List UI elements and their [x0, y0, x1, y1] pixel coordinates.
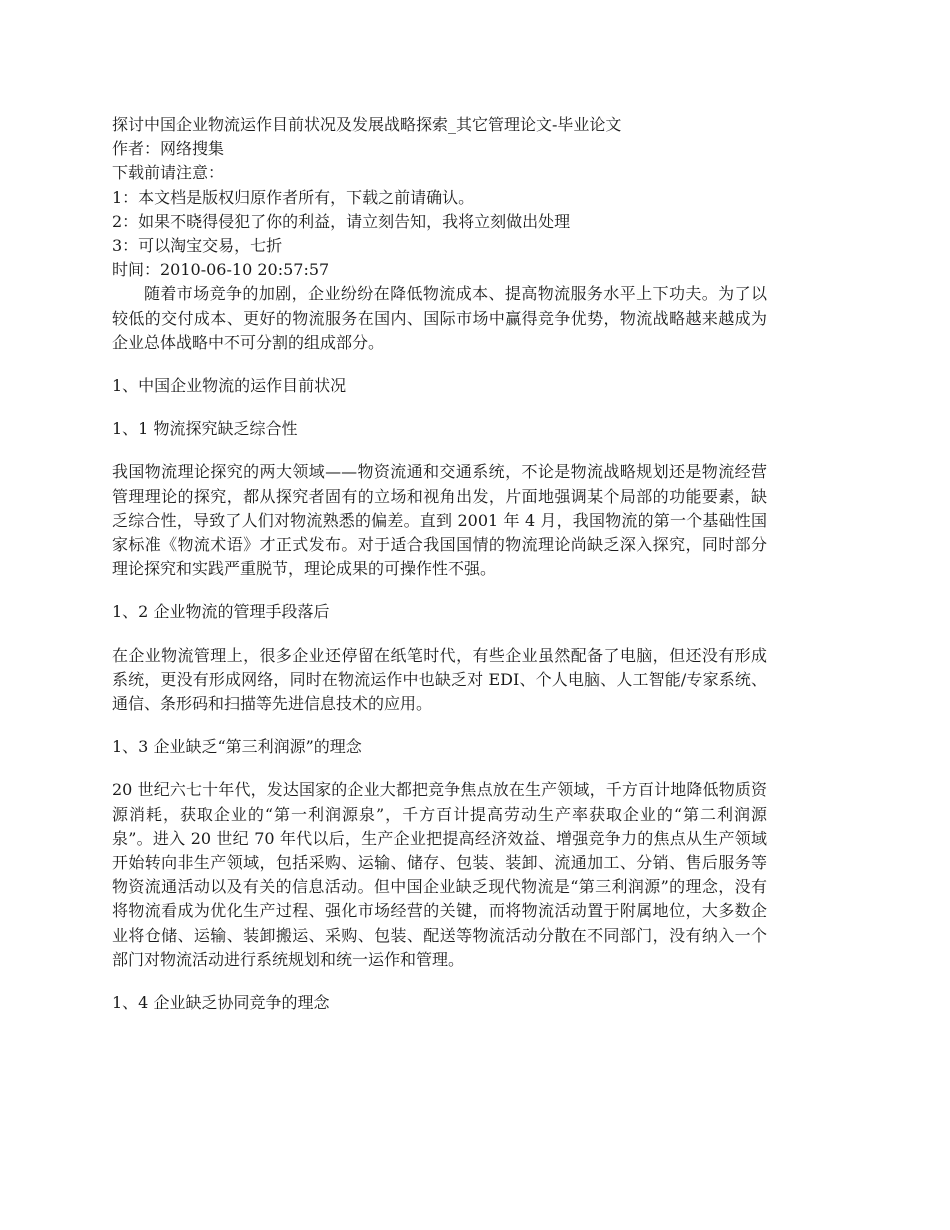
section-heading: 1、中国企业物流的运作目前状况 [112, 376, 347, 396]
subsection-heading: 1、3 企业缺乏“第三利润源”的理念 [112, 737, 362, 757]
author-line: 作者：网络搜集 [112, 139, 225, 159]
document-title: 探讨中国企业物流运作目前状况及发展战略探索_其它管理论文-毕业论文 [112, 115, 622, 134]
document-page [112, 113, 767, 1015]
notice-item: 3：可以淘宝交易，七折 [112, 236, 283, 256]
intro-paragraph: 随着市场竞争的加剧，企业纷纷在降低物流成本、提高物流服务水平上下功夫。为了以较低的交付成本、更好的物流服务在国内、国际市场中赢得竞争优势，物流战略越来越成为企业总体战略中不可分割的组成部分。 [112, 284, 767, 352]
notice-item: 1：本文档是版权归原作者所有，下载之前请确认。 [112, 187, 475, 207]
notice-item: 2：如果不晓得侵犯了你的利益，请立刻告知，我将立刻做出处理 [112, 211, 571, 231]
subsection-heading: 1、1 物流探究缺乏综合性 [112, 419, 298, 439]
body-paragraph: 在企业物流管理上，很多企业还停留在纸笔时代，有些企业虽然配备了电脑，但还没有形成系统，更没有形成网络，同时在物流运作中也缺乏对 EDI、个人电脑、人工智能/专家系统、通信、条形码和扫描等先进信息技术的应用。 [112, 645, 767, 714]
notice-heading: 下载前请注意： [112, 163, 225, 183]
body-paragraph: 20 世纪六七十年代，发达国家的企业大都把竞争焦点放在生产领域，千方百计地降低物质资源消耗，获取企业的“第一利润源泉”，千方百计提高劳动生产率获取企业的“第二利润源泉”。进入 20 世纪 70 年代以后，生产企业把提高经济效益、增强竞争力的焦点从生产领域开始转向非生产领域，包括采购、运输、储存、包装、装卸、流通加工、分销、售后服务等物资流通活动以及有关的信息活动。但中国企业缺乏现代物流是“第三利润源”的理念，没有将物流看成为优化生产过程、强化市场经营的关键，而将物流活动置于附属地位，大多数企业将仓储、运输、装卸搬运、采购、包装、配送等物流活动分散在不同部门，没有纳入一个部门对物流活动进行系统规划和统一运作和管理。 [112, 780, 767, 969]
subsection-heading: 1、4 企业缺乏协同竞争的理念 [112, 993, 330, 1013]
body-paragraph: 我国物流理论探究的两大领域——物资流通和交通系统，不论是物流战略规划还是物流经营管理理论的探究，都从探究者固有的立场和视角出发，片面地强调某个局部的功能要素，缺乏综合性，导致了人们对物流熟悉的偏差。直到 2001 年 4 月，我国物流的第一个基础性国家标准《物流术语》才正式发布。对于适合我国国情的物流理论尚缺乏深入探究，同时部分理论探究和实践严重脱节，理论成果的可操作性不强。 [112, 462, 767, 579]
timestamp: 时间：2010-06-10 20:57:57 [112, 260, 330, 280]
subsection-heading: 1、2 企业物流的管理手段落后 [112, 602, 330, 622]
